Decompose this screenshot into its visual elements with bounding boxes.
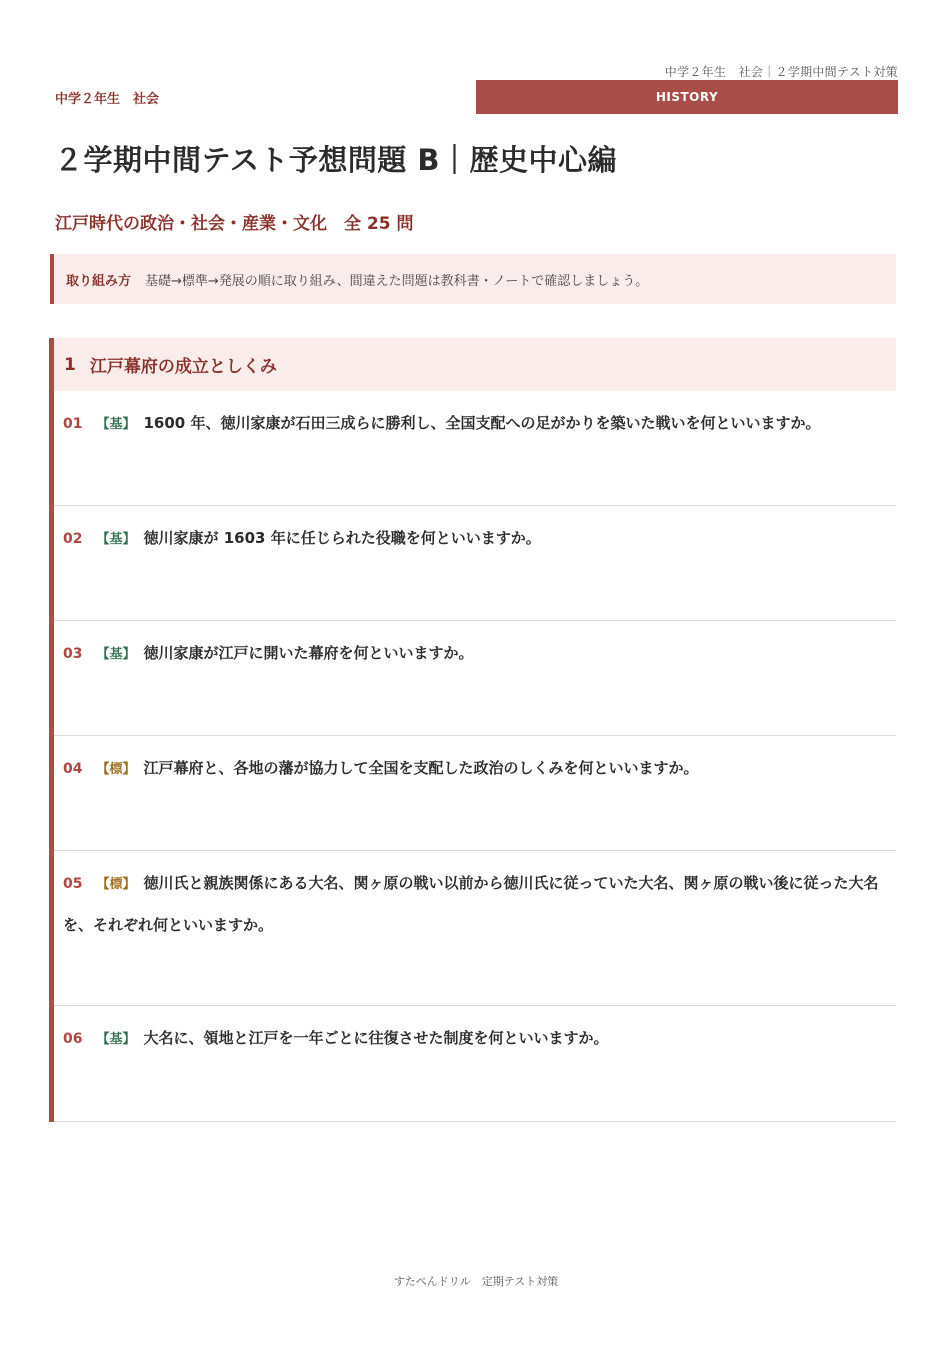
question-text: 徳川家康が江戸に開いた幕府を何といいますか。 [143,644,474,662]
page-subtitle: 江戸時代の政治・社会・産業・文化 全 25 問 [55,214,414,234]
document-header-info: 中学２年生 社会｜２学期中間テスト対策 [664,65,898,79]
level-tag: 【標】 [96,877,136,892]
question-number: 04 [63,761,83,777]
section-number: 1 [64,354,76,375]
page-footer: すたぺんドリル 定期テスト対策 [393,1275,559,1288]
section-title: 江戸幕府の成立としくみ [89,357,277,377]
level-tag: 【基】 [96,1032,136,1047]
level-tag: 【基】 [96,647,136,662]
page-title: ２学期中間テスト予想問題 B｜歴史中心編 [54,143,618,177]
question-item [54,736,896,851]
question-text: 江戸幕府と、各地の藩が協力して全国を支配した政治のしくみを何といいますか。 [143,759,699,777]
history-banner: HISTORY [476,80,898,114]
question-item [54,1006,896,1122]
instructions-box [50,254,896,304]
section-header [54,338,896,391]
question-item [54,621,896,736]
instructions-text: 基礎→標準→発展の順に取り組み、間違えた問題は教科書・ノートで確認しましょう。 [145,273,649,289]
level-tag: 【標】 [96,762,136,777]
level-tag: 【基】 [96,417,136,432]
question-item [54,506,896,621]
question-text: 大名に、領地と江戸を一年ごとに往復させた制度を何といいますか。 [143,1029,609,1047]
instructions-label: 取り組み方 [66,273,132,289]
grade-subject-label: 中学２年生 社会 [55,92,160,107]
question-number: 02 [63,531,83,547]
level-tag: 【基】 [96,532,136,547]
question-number: 03 [63,646,83,662]
question-number: 06 [63,1031,83,1047]
question-number: 01 [63,416,83,432]
question-item [54,851,896,1006]
question-number: 05 [63,876,83,892]
question-text: 徳川家康が 1603 年に任じられた役職を何といいますか。 [143,529,541,547]
question-text: 徳川氏と親族関係にある大名、関ヶ原の戦い以前から徳川氏に従っていた大名、関ヶ原の戦い後に従った大名を、それぞれ何といいますか。 [63,874,879,934]
section-1 [49,338,896,1122]
question-text: 1600 年、徳川家康が石田三成らに勝利し、全国支配への足がかりを築いた戦いを何といいますか。 [143,414,821,432]
question-item [54,391,896,506]
